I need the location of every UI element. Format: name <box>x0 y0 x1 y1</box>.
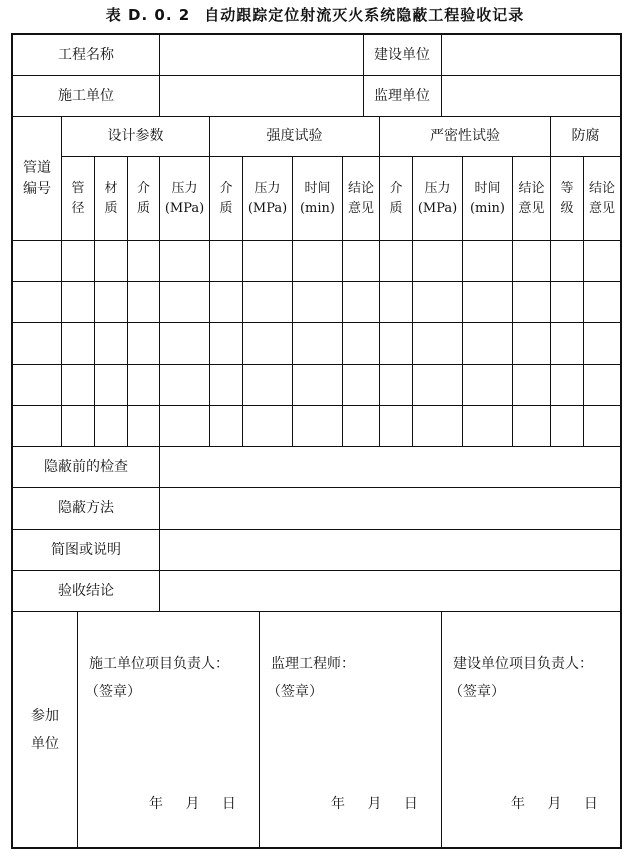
table-cell[interactable] <box>13 282 61 322</box>
acceptance-conclusion-field[interactable] <box>160 571 620 611</box>
table-cell[interactable] <box>584 406 620 446</box>
owner-date: 年 月 日 <box>511 796 598 812</box>
table-cell[interactable] <box>584 282 620 322</box>
tightness-time-header: 时间 (min) <box>469 181 505 216</box>
table-cell[interactable] <box>160 323 209 364</box>
construction-unit-label: 建设单位 <box>374 46 430 63</box>
table-cell[interactable] <box>413 406 462 446</box>
table-cell[interactable] <box>128 282 159 322</box>
cover-method-field[interactable] <box>160 488 620 529</box>
table-cell[interactable] <box>463 241 512 281</box>
design-pressure-header: 压力 (MPa) <box>164 181 205 216</box>
table-cell[interactable] <box>160 282 209 322</box>
table-cell[interactable] <box>95 365 127 405</box>
strength-conclusion-header: 结论 意见 <box>347 181 374 216</box>
table-cell[interactable] <box>293 282 342 322</box>
table-cell[interactable] <box>62 241 94 281</box>
table-cell[interactable] <box>513 241 550 281</box>
anticorrosion-header: 防腐 <box>571 128 600 145</box>
project-name-field[interactable] <box>160 35 363 75</box>
strength-medium-header: 介 质 <box>219 181 233 216</box>
table-cell[interactable] <box>62 282 94 322</box>
table-cell[interactable] <box>293 365 342 405</box>
table-cell[interactable] <box>95 282 127 322</box>
table-cell[interactable] <box>128 406 159 446</box>
table-cell[interactable] <box>551 323 583 364</box>
owner-seal: （签章） <box>449 684 505 700</box>
table-cell[interactable] <box>13 406 61 446</box>
table-cell[interactable] <box>343 365 379 405</box>
form-title <box>0 4 630 25</box>
table-cell[interactable] <box>243 282 292 322</box>
supervisor-signature-area[interactable] <box>260 612 441 847</box>
table-cell[interactable] <box>293 406 342 446</box>
builder-signature-area[interactable] <box>78 612 259 847</box>
table-cell[interactable] <box>243 323 292 364</box>
table-cell[interactable] <box>551 365 583 405</box>
table-cell[interactable] <box>584 365 620 405</box>
table-cell[interactable] <box>13 323 61 364</box>
table-cell[interactable] <box>513 282 550 322</box>
pre-cover-check-label: 隐蔽前的检查 <box>44 458 128 475</box>
table-cell[interactable] <box>293 241 342 281</box>
design-medium-header: 介 质 <box>136 181 150 216</box>
cover-method-label: 隐蔽方法 <box>58 500 114 517</box>
anticorrosion-conclusion-header: 结论 意见 <box>588 181 615 216</box>
table-cell[interactable] <box>62 323 94 364</box>
project-name-label: 工程名称 <box>58 46 114 63</box>
table-cell[interactable] <box>210 365 242 405</box>
builder-date: 年 月 日 <box>149 796 236 812</box>
table-cell[interactable] <box>513 365 550 405</box>
form-name: 自动跟踪定位射流灭火系统隐蔽工程验收记录 <box>204 6 525 24</box>
strength-test-header: 强度试验 <box>266 128 323 145</box>
table-cell[interactable] <box>13 365 61 405</box>
owner-manager-label: 建设单位项目负责人： <box>453 656 593 672</box>
table-cell[interactable] <box>343 406 379 446</box>
tightness-medium-header: 介 质 <box>389 181 403 216</box>
table-cell[interactable] <box>343 241 379 281</box>
table-cell[interactable] <box>128 365 159 405</box>
table-cell[interactable] <box>380 241 412 281</box>
table-cell[interactable] <box>463 282 512 322</box>
supervisor-field[interactable] <box>442 76 620 116</box>
design-material-header: 材 质 <box>104 181 118 216</box>
pre-cover-check-field[interactable] <box>160 447 620 487</box>
table-cell[interactable] <box>62 406 94 446</box>
form-table <box>11 33 622 849</box>
table-cell[interactable] <box>293 323 342 364</box>
table-cell[interactable] <box>160 241 209 281</box>
participants-label: 参加 单位 <box>31 707 59 752</box>
table-cell[interactable] <box>413 323 462 364</box>
construction-unit-field[interactable] <box>442 35 620 75</box>
pipe-number-header: 管道 编号 <box>23 160 51 197</box>
strength-pressure-header: 压力 (MPa) <box>247 181 288 216</box>
builder-seal: （签章） <box>85 684 141 700</box>
table-cell[interactable] <box>95 323 127 364</box>
tightness-pressure-header: 压力 (MPa) <box>417 181 458 216</box>
table-cell[interactable] <box>343 323 379 364</box>
table-cell[interactable] <box>343 282 379 322</box>
acceptance-conclusion-label: 验收结论 <box>58 582 114 599</box>
table-cell[interactable] <box>380 323 412 364</box>
supervisor-date: 年 月 日 <box>331 796 418 812</box>
table-cell[interactable] <box>513 406 550 446</box>
tightness-conclusion-header: 结论 意见 <box>518 181 545 216</box>
table-cell[interactable] <box>13 241 61 281</box>
supervising-engineer-label: 监理工程师： <box>271 656 355 672</box>
supervisor-seal: （签章） <box>267 684 323 700</box>
table-cell[interactable] <box>463 406 512 446</box>
table-cell[interactable] <box>160 406 209 446</box>
table-cell[interactable] <box>95 241 127 281</box>
strength-time-header: 时间 (min) <box>299 181 335 216</box>
table-cell[interactable] <box>128 323 159 364</box>
builder-field[interactable] <box>160 76 363 116</box>
table-cell[interactable] <box>551 282 583 322</box>
table-cell[interactable] <box>160 365 209 405</box>
table-cell[interactable] <box>413 365 462 405</box>
supervisor-label: 监理单位 <box>374 87 430 104</box>
table-cell[interactable] <box>95 406 127 446</box>
table-cell[interactable] <box>243 241 292 281</box>
builder-manager-label: 施工单位项目负责人： <box>89 656 229 672</box>
table-cell[interactable] <box>513 323 550 364</box>
builder-label: 施工单位 <box>58 87 114 104</box>
table-cell[interactable] <box>210 323 242 364</box>
table-cell[interactable] <box>584 323 620 364</box>
table-cell[interactable] <box>551 406 583 446</box>
design-params-header: 设计参数 <box>107 128 164 145</box>
sketch-field[interactable] <box>160 530 620 570</box>
anticorrosion-grade-header: 等 级 <box>560 181 574 216</box>
table-cell[interactable] <box>128 241 159 281</box>
table-cell[interactable] <box>551 241 583 281</box>
owner-signature-area[interactable] <box>442 612 620 847</box>
table-cell[interactable] <box>243 365 292 405</box>
table-cell[interactable] <box>413 282 462 322</box>
table-cell[interactable] <box>413 241 462 281</box>
table-cell[interactable] <box>243 406 292 446</box>
tightness-test-header: 严密性试验 <box>430 128 500 145</box>
table-cell[interactable] <box>210 282 242 322</box>
table-cell[interactable] <box>584 241 620 281</box>
table-cell[interactable] <box>380 365 412 405</box>
sketch-label: 简图或说明 <box>51 541 121 558</box>
table-cell[interactable] <box>210 241 242 281</box>
form-code: 表 D. 0. 2 <box>105 6 191 24</box>
table-cell[interactable] <box>380 406 412 446</box>
table-cell[interactable] <box>380 282 412 322</box>
table-cell[interactable] <box>210 406 242 446</box>
table-cell[interactable] <box>463 323 512 364</box>
table-cell[interactable] <box>62 365 94 405</box>
table-cell[interactable] <box>463 365 512 405</box>
design-diameter-header: 管 径 <box>71 181 85 216</box>
